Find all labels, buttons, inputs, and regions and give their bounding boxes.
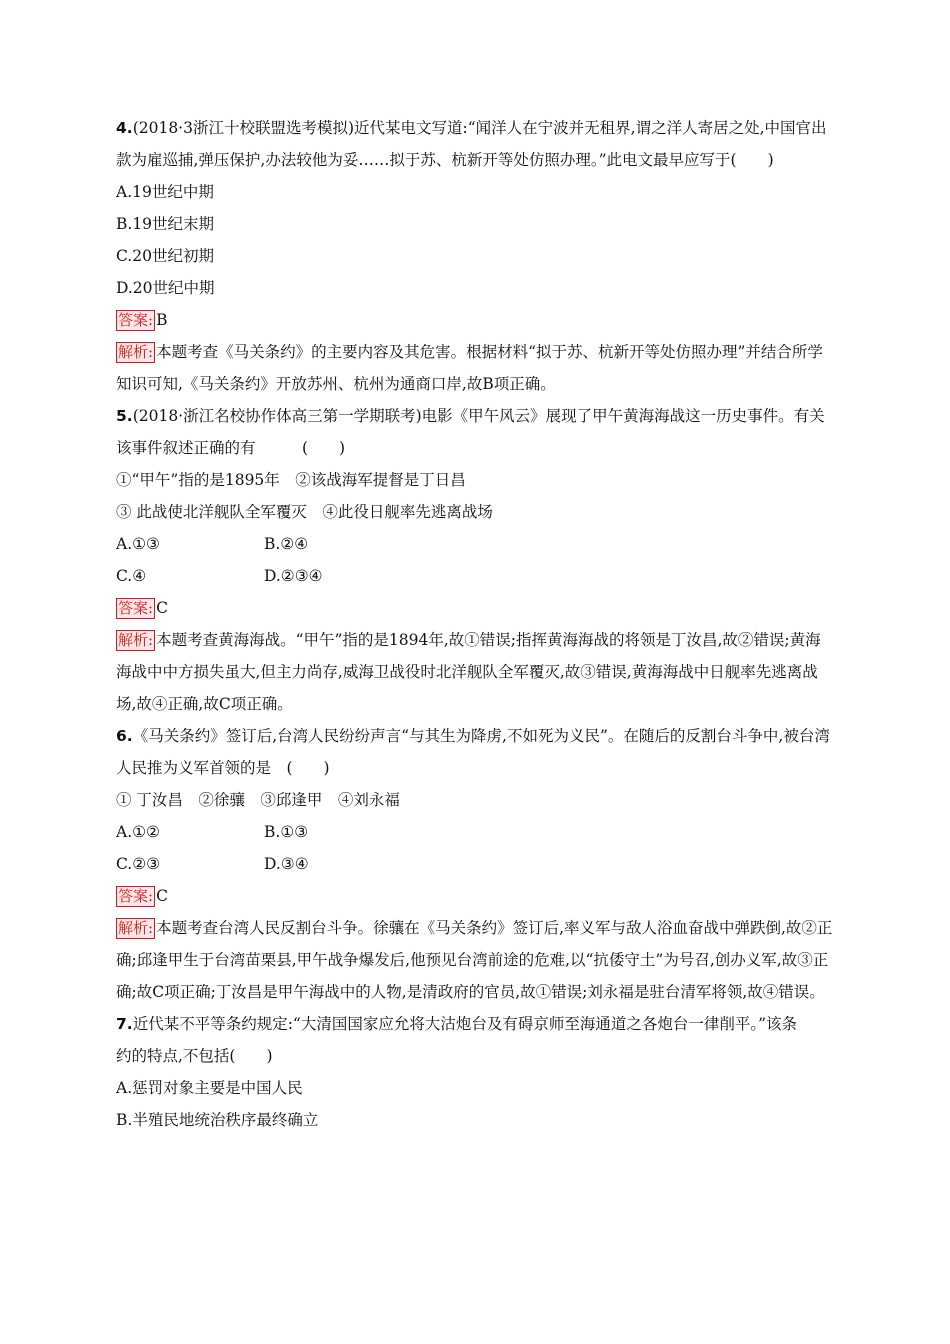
option-a: A.①③ [116, 535, 160, 553]
question-number: 5. [116, 407, 133, 425]
analysis-tag: 解析: [118, 919, 154, 937]
question-number: 4. [116, 119, 133, 137]
answer-line [116, 592, 836, 624]
question-7 [116, 1008, 806, 1072]
analysis-text: 本题考查黄海海战。“甲午”指的是1894年,故①错误;指挥黄海海战的将领是丁汝昌,故②错误;黄海海战中中方损失虽大,但主力尚存,威海卫战役时北洋舰队全军覆灭,故③错误,黄海海战中日舰率先逃离战场,故④正确,故C项正确。 [116, 631, 821, 713]
answer-tag: 答案: [118, 599, 154, 617]
options-row [116, 848, 836, 880]
option-b: B.19世纪末期 [116, 215, 215, 233]
question-5 [116, 400, 836, 464]
question-stem: 近代某不平等条约规定:“大清国国家应允将大沽炮台及有碍京师至海通道之各炮台一律削平。”该条约的特点,不包括( ) [116, 1015, 798, 1065]
answer-tag: 答案: [118, 887, 154, 905]
analysis-text: 本题考查台湾人民反割台斗争。徐骧在《马关条约》签订后,率义军与敌人浴血奋战中弹跌倒,故②正确;邱逢甲生于台湾苗栗县,甲午战争爆发后,他预见台湾前途的危难,以“抗倭守土”为号召,创办义军,故③正确;故C项正确;丁汝昌是甲午海战中的人物,是清政府的官员,故①错误;刘永福是驻台清军将领,故④错误。 [116, 919, 833, 1001]
answer-line [116, 880, 836, 912]
question-number: 7. [116, 1015, 133, 1033]
option-c: C.20世纪初期 [116, 247, 214, 265]
answer-line [116, 304, 836, 336]
option-b: B.半殖民地统治秩序最终确立 [116, 1111, 319, 1129]
analysis-block [116, 336, 836, 400]
answer-value: C [156, 887, 168, 905]
question-4 [116, 112, 831, 176]
analysis-tag: 解析: [118, 631, 154, 649]
option-c: C.②③ [116, 855, 161, 873]
option-a: A.①② [116, 823, 160, 841]
options-row [116, 560, 836, 592]
statement-line: ① 丁汝昌 ②徐骧 ③邱逢甲 ④刘永福 [116, 791, 400, 809]
analysis-tag: 解析: [118, 343, 154, 361]
option-b: B.②④ [264, 535, 309, 553]
answer-value: C [156, 599, 168, 617]
option-d: D.②③④ [264, 567, 323, 585]
answer-value: B [156, 311, 168, 329]
document-page [116, 112, 836, 1136]
analysis-block [116, 912, 836, 1008]
question-stem: (2018·浙江名校协作体高三第一学期联考)电影《甲午风云》展现了甲午黄海海战这一历史事件。有关该事件叙述正确的有 ( ) [116, 407, 825, 457]
question-6 [116, 720, 836, 784]
statement-line: ①“甲午”指的是1895年 ②该战海军提督是丁日昌 [116, 471, 466, 489]
options-row [116, 528, 836, 560]
answer-tag: 答案: [118, 311, 154, 329]
option-c: C.④ [116, 567, 147, 585]
option-d: D.20世纪中期 [116, 279, 215, 297]
question-stem: (2018·3浙江十校联盟选考模拟)近代某电文写道:“闻洋人在宁波并无租界,谓之洋人寄居之处,中国官出款为雇巡捕,弹压保护,办法较他为妥……拟于苏、杭新开等处仿照办理。”此电文最早应写于( ) [116, 119, 827, 169]
option-d: D.③④ [264, 855, 309, 873]
question-number: 6. [116, 727, 133, 745]
analysis-block [116, 624, 836, 720]
options-row [116, 816, 836, 848]
analysis-text: 本题考查《马关条约》的主要内容及其危害。根据材料“拟于苏、杭新开等处仿照办理”并结合所学知识可知,《马关条约》开放苏州、杭州为通商口岸,故B项正确。 [116, 343, 823, 393]
option-a: A.19世纪中期 [116, 183, 214, 201]
option-b: B.①③ [264, 823, 309, 841]
statement-line: ③ 此战使北洋舰队全军覆灭 ④此役日舰率先逃离战场 [116, 503, 493, 521]
question-stem: 《马关条约》签订后,台湾人民纷纷声言“与其生为降虏,不如死为义民”。在随后的反割台斗争中,被台湾人民推为义军首领的是 ( ) [116, 727, 830, 777]
option-a: A.惩罚对象主要是中国人民 [116, 1079, 303, 1097]
